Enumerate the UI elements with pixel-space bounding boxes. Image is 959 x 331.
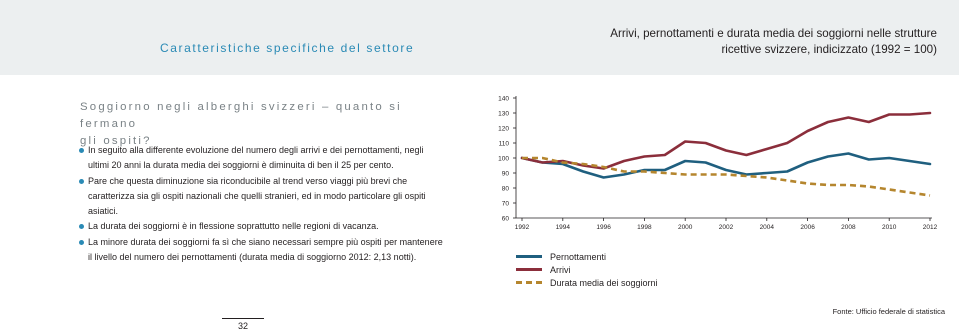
chart-heading [557,26,937,57]
bullet-text: La durata dei soggiorni è in flessione soprattutto nelle regioni di vacanza. [88,221,379,232]
bullet-item [80,174,445,220]
left-header-band [0,0,480,75]
bullet-dot-icon [79,148,84,153]
x-tick-label: 1992 [514,224,530,231]
x-tick-label: 2010 [881,224,897,231]
source-note: Fonte: Ufficio federale di statistica [832,307,945,316]
y-tick-label: 110 [498,140,509,148]
bullet-dot-icon [79,240,84,245]
chart-legend [516,250,658,289]
bullet-item [80,219,445,234]
bullet-text: La minore durata dei soggiorni fa sì che siano necessari sempre più ospiti per mantenere il livello del numero dei pernottamenti (durata media di soggiorno 2012: 2,13 notti). [88,236,443,263]
bullet-list [80,143,445,265]
page-number: 32 [222,318,264,331]
bullet-item [80,143,445,174]
legend-label: Pernottamenti [550,251,607,262]
legend-swatch-arrivi [516,268,542,271]
y-tick-label: 80 [501,185,509,193]
legend-item-durata [516,276,658,289]
question-line1: Soggiorno negli alberghi svizzeri – quanto si fermano [80,101,402,130]
y-tick-label: 140 [498,95,509,103]
y-tick-label: 120 [498,125,509,133]
y-tick-label: 130 [498,110,509,118]
section-title: Caratteristiche specifiche del settore [160,41,415,55]
chart-heading-line1: Arrivi, pernottamenti e durata media dei soggiorni nelle strutture [610,27,937,40]
bullet-text: Pare che questa diminuzione sia riconducibile al trend verso viaggi più brevi che caratterizza sia gli ospiti nazionali che quelli stranieri, ed in modo particolare gli ospiti asiatici. [88,175,426,217]
chart-heading-line2: ricettive svizzere, indicizzato (1992 = 100) [721,42,937,56]
legend-item-pernottamenti [516,250,658,263]
bullet-dot-icon [79,224,84,229]
x-tick-label: 2006 [800,224,815,231]
y-tick-label: 100 [498,155,509,163]
line-chart [490,88,950,238]
question-line2: gli ospiti? [80,135,152,147]
x-tick-label: 2000 [677,224,693,231]
y-tick-label: 70 [501,200,509,208]
x-tick-label: 2004 [759,224,775,231]
legend-label: Arrivi [550,264,571,275]
legend-label: Durata media dei soggiorni [550,277,658,288]
legend-swatch-durata [516,281,542,284]
x-tick-label: 2008 [841,224,856,231]
x-tick-label: 2002 [718,224,734,231]
y-tick-label: 60 [501,215,509,223]
series-line-durata-media-dei-soggiorni [522,158,930,196]
legend-swatch-pernottamenti [516,255,542,258]
x-tick-label: 1996 [596,224,611,231]
x-tick-label: 1994 [555,224,571,231]
x-tick-label: 1998 [637,224,652,231]
y-tick-label: 90 [501,170,509,178]
bullet-text: In seguito alla differente evoluzione del numero degli arrivi e dei pernottamenti, negli ultimi 20 anni la durata media dei soggiorni è diminuita di ben il 25 per cento. [88,145,424,171]
legend-item-arrivi [516,263,658,276]
bullet-item [80,235,445,266]
bullet-dot-icon [79,179,84,184]
x-tick-label: 2012 [922,224,938,231]
